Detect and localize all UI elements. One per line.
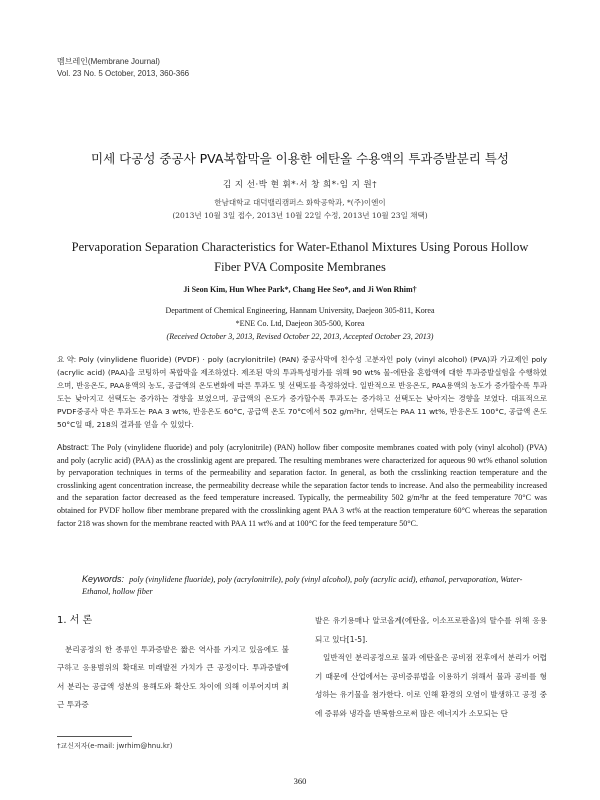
intro-paragraph-continued: 발은 유기용매나 알코올계(에탄올, 이소프로판올)의 탈수를 위해 응용되고 있다[1-5]. (315, 616, 547, 644)
section-heading-introduction: 1. 서 론 (57, 615, 93, 626)
title-korean: 미세 다공성 중공사 PVA복합막을 이용한 에탄올 수용액의 투과증발분리 특성 (91, 151, 509, 166)
authors-english: Ji Seon Kim, Hun Whee Park*, Chang Hee Seo*, and Ji Won Rhim† (183, 285, 417, 294)
intro-paragraph-2: 일반적인 분리공정으로 물과 에탄올은 공비점 전후에서 분리가 어렵기 때문에 산업에서는 공비증류법을 이용하기 위해서 물과 공비를 형성하는 유기물을 첨가한다. 이로 인해 환경의 오염이 발생하고 공정 중에 증류와 냉각을 반복함으로써 많은 에너지가 소모되는 단 (315, 653, 547, 718)
abstract-english-label: Abstract: (57, 443, 89, 452)
affiliation-korean-line: 한남대학교 대덕밸리캠퍼스 화학공학과, *(주)이엔이 (214, 198, 386, 207)
title-english-line1: Pervaporation Separation Characteristics for Water-Ethanol Mixtures Using Porous Hollow (71, 240, 529, 254)
abstract-korean (57, 353, 547, 431)
journal-header (57, 56, 189, 80)
authors-korean: 김 지 선·박 현 휘*·서 창 희*·임 지 원† (222, 180, 377, 190)
keywords-label: Keywords: (82, 574, 125, 584)
affiliation-english-1: Department of Chemical Engineering, Hannam University, Daejeon 305-811, Korea (165, 306, 435, 315)
body-column-left (57, 612, 289, 715)
dates-korean: (2013년 10월 3일 접수, 2013년 10월 22일 수정, 2013년 10월 23일 채택) (172, 211, 428, 220)
corresponding-author-footnote: †교신저자(e-mail: jwrhim@hnu.kr) (57, 742, 173, 750)
keywords (82, 573, 547, 598)
abstract-korean-text: Poly (vinylidene fluoride) (PVDF) · poly (acrylonitrile) (PAN) 중공사막에 친수성 고분자인 poly (vinyl alcohol) (PVA)과 가교제인 poly (acrylic acid) (PAA)을 코팅하여 복합막을 제조하였다. 제조된 막의 투과특성평가를 위해 90 wt% 물-에탄올 혼합액에 대한 투과증발실험을 수행하였으며, 반응온도, PAA용액의 농도, 공급액의 온도변화에 따른 투과도 및 선택도를 측정하였다. 일반적으로 반응온도, PAA용액의 농도가 증가할수록 투과도는 낮아지고 선택도는 증가하는 경향을 보였으며, 공급액의 온도가 증가할수록 투과도는 증가하고 선택도는 낮아지는 경향을 보였다. 대표적으로 PVDF중공사 막은 투과도는 PAA 3 wt%, 반응온도 60°C, 공급액 온도 70°C에서 502 g/m²hr, 선택도는 PAA 11 wt%, 반응온도 100°C, 공급액 온도 50°C일 때, 218의 결과를 얻을 수 있었다. (57, 355, 547, 429)
title-english-line2: Fiber PVA Composite Membranes (214, 260, 386, 274)
affiliation-english-2: *ENE Co. Ltd, Daejeon 305-500, Korea (235, 319, 365, 328)
keywords-text: poly (vinylidene fluoride), poly (acrylonitrile), poly (vinyl alcohol), poly (acrylic acid), ethanol, pervaporation, Water-Ethanol, hollow fiber (82, 575, 523, 596)
received-dates-english: (Received October 3, 2013, Revised October 22, 2013, Accepted October 23, 2013) (166, 332, 434, 341)
affiliation-english (40, 304, 560, 343)
body-column-right (315, 612, 547, 723)
abstract-english (57, 442, 547, 530)
journal-name: 멤브레인(Membrane Journal) (57, 57, 160, 66)
intro-paragraph-1: 분리공정의 한 종류인 투과증발은 짧은 역사를 가지고 있음에도 불구하고 응용범위의 확대로 미래발전 가치가 큰 공정이다. 투과증발에서 분리는 공급액 성분의 용해도와 확산도 차이에 의해 이루어지며 최근 투과증 (57, 644, 289, 709)
abstract-korean-label: 요 약: (57, 355, 76, 364)
page-number: 360 (293, 776, 307, 786)
title-english (40, 237, 560, 277)
journal-volume: Vol. 23 No. 5 October, 2013, 360-366 (57, 69, 190, 78)
footnote-divider (57, 736, 132, 737)
affiliation-korean (40, 196, 560, 222)
abstract-english-text: The Poly (vinylidene fluoride) and poly (acrylonitrile) (PAN) hollow fiber composite membranes coated with poly (vinyl alcohol) (PVA) and poly (acrylic acid) (PAA) as the crosslinkig agent are prepared. The resulting membranes were characterized for aqueous 90 wt% ethanol solution by pervaporation techniques in terms of the permeability and separation factor. In general, as both the crsslinking reaction temperature and the crosslinking agent concentration increase, the permeability decrease while the separation factor tends to increase. And also the permeability increased and the separation factor decreased as the feed temperature increased. Typically, the permeability 502 g/m²hr at the feed temperature 70°C was obtained for PVDF hollow fiber membrane prepared with the crosslinking agent PAA 3 wt% at the reaction temperature 60°C whereas the separation factor 218 was shown for the membrane reacted with PAA 11 wt% and at 100°C for the feed temperature 50°C. (57, 443, 547, 528)
